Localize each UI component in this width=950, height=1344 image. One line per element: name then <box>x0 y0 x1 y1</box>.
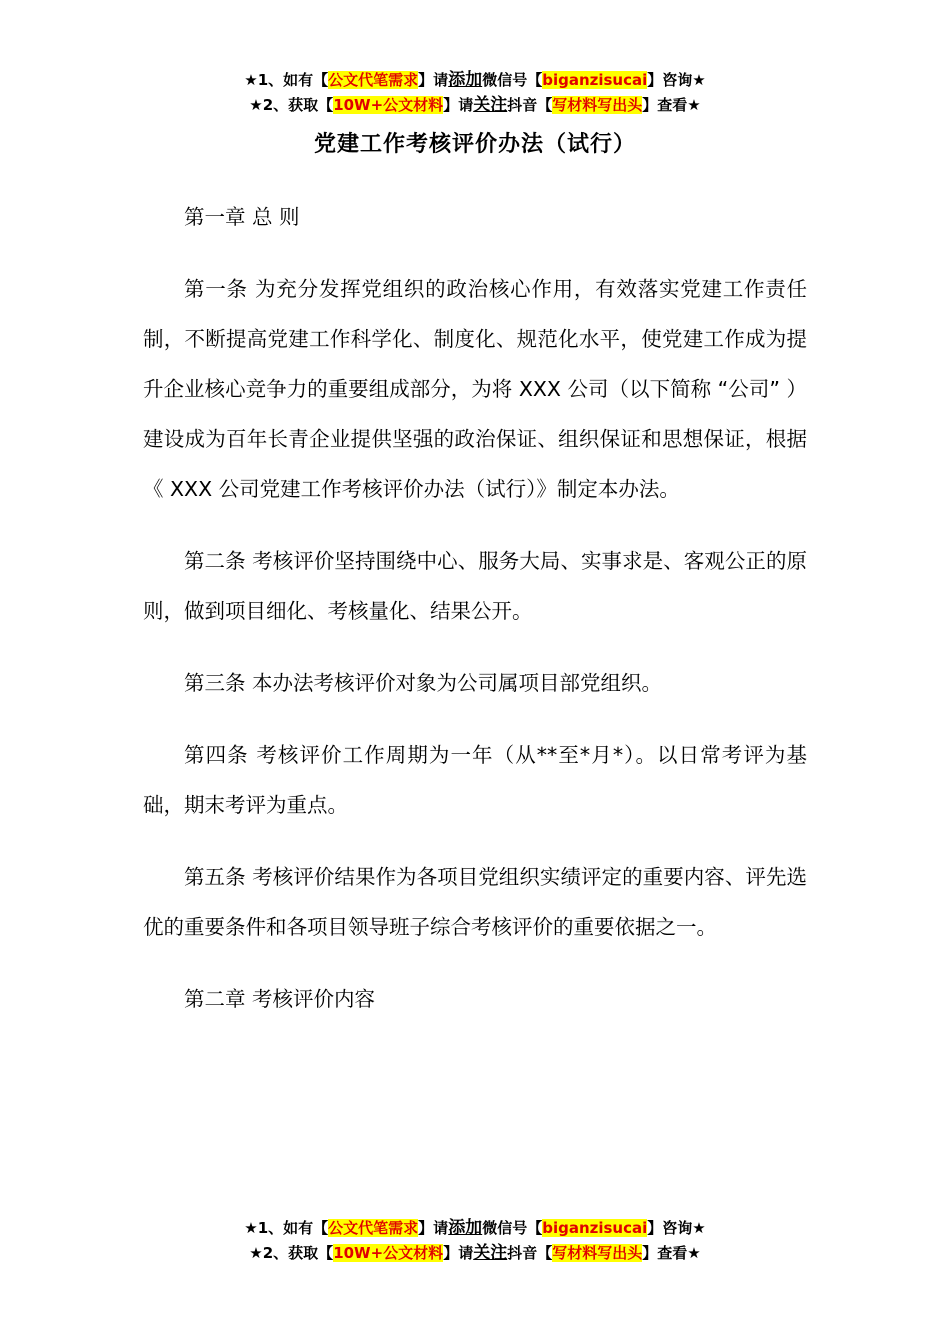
promo-line-2 <box>0 93 950 118</box>
header-promo-banner <box>0 68 950 118</box>
footer-promo-banner <box>0 1216 950 1266</box>
star-icon: ★ <box>692 71 706 89</box>
star-icon: ★ <box>244 71 258 89</box>
promo-highlight: 10W+公文材料 <box>333 1244 444 1262</box>
star-icon: ★ <box>687 1244 701 1262</box>
promo-line-1 <box>0 68 950 93</box>
article-paragraph: 第一条 为充分发挥党组织的政治核心作用，有效落实党建工作责任制，不断提高党建工作科学化、制度化、规范化水平，使党建工作成为提升企业核心竞争力的重要组成部分，为将 XXX 公司（以下简称 “公司” ）建设成为百年长青企业提供坚强的政治保证、组织保证和思想保证，根据《 XXX 公司党建工作考核评价办法（试行）》制定本办法。 <box>143 277 807 501</box>
document-body <box>143 192 807 1024</box>
promo-highlight: 公文代笔需求 <box>328 71 419 89</box>
promo-emphasis: 添加 <box>448 70 483 90</box>
article-paragraph: 第三条 本办法考核评价对象为公司属项目部党组织。 <box>184 671 663 695</box>
promo-text: 抖音【 <box>507 1244 553 1262</box>
promo-text: 2、获取【 <box>262 96 334 114</box>
promo-emphasis: 添加 <box>448 1218 483 1238</box>
document-title: 党建工作考核评价办法（试行） <box>313 132 636 157</box>
promo-line-1 <box>0 1216 950 1241</box>
promo-highlight: 公文代笔需求 <box>328 1219 419 1237</box>
douyin-id: 写材料写出头 <box>552 96 643 114</box>
star-icon: ★ <box>249 96 263 114</box>
promo-text: 】查看 <box>642 96 688 114</box>
article-paragraph: 第四条 考核评价工作周期为一年（从**至*月*）。以日常考评为基础，期末考评为重点。 <box>143 743 807 817</box>
promo-emphasis: 关注 <box>473 95 508 115</box>
article-paragraph: 第二条 考核评价坚持围绕中心、服务大局、实事求是、客观公正的原则，做到项目细化、考核量化、结果公开。 <box>143 549 807 623</box>
promo-text: 】请 <box>418 1219 449 1237</box>
star-icon: ★ <box>249 1244 263 1262</box>
promo-text: 1、如有【 <box>257 71 329 89</box>
douyin-id: 写材料写出头 <box>552 1244 643 1262</box>
promo-line-2 <box>0 1241 950 1266</box>
star-icon: ★ <box>692 1219 706 1237</box>
wechat-id: biganzisucai <box>542 1219 648 1237</box>
star-icon: ★ <box>687 96 701 114</box>
promo-emphasis: 关注 <box>473 1243 508 1263</box>
chapter-heading: 第二章 考核评价内容 <box>184 987 376 1011</box>
promo-text: 微信号【 <box>482 1219 543 1237</box>
wechat-id: biganzisucai <box>542 71 648 89</box>
promo-text: 】请 <box>443 1244 474 1262</box>
article-paragraph: 第五条 考核评价结果作为各项目党组织实绩评定的重要内容、评先选优的重要条件和各项目领导班子综合考核评价的重要依据之一。 <box>143 865 807 939</box>
promo-highlight: 10W+公文材料 <box>333 96 444 114</box>
chapter-heading: 第一章 总 则 <box>184 205 300 229</box>
promo-text: 】查看 <box>642 1244 688 1262</box>
promo-text: 】请 <box>418 71 449 89</box>
promo-text: 微信号【 <box>482 71 543 89</box>
promo-text: 抖音【 <box>507 96 553 114</box>
promo-text: 】请 <box>443 96 474 114</box>
promo-text: 】咨询 <box>647 71 693 89</box>
star-icon: ★ <box>244 1219 258 1237</box>
promo-text: 1、如有【 <box>257 1219 329 1237</box>
promo-text: 】咨询 <box>647 1219 693 1237</box>
promo-text: 2、获取【 <box>262 1244 334 1262</box>
